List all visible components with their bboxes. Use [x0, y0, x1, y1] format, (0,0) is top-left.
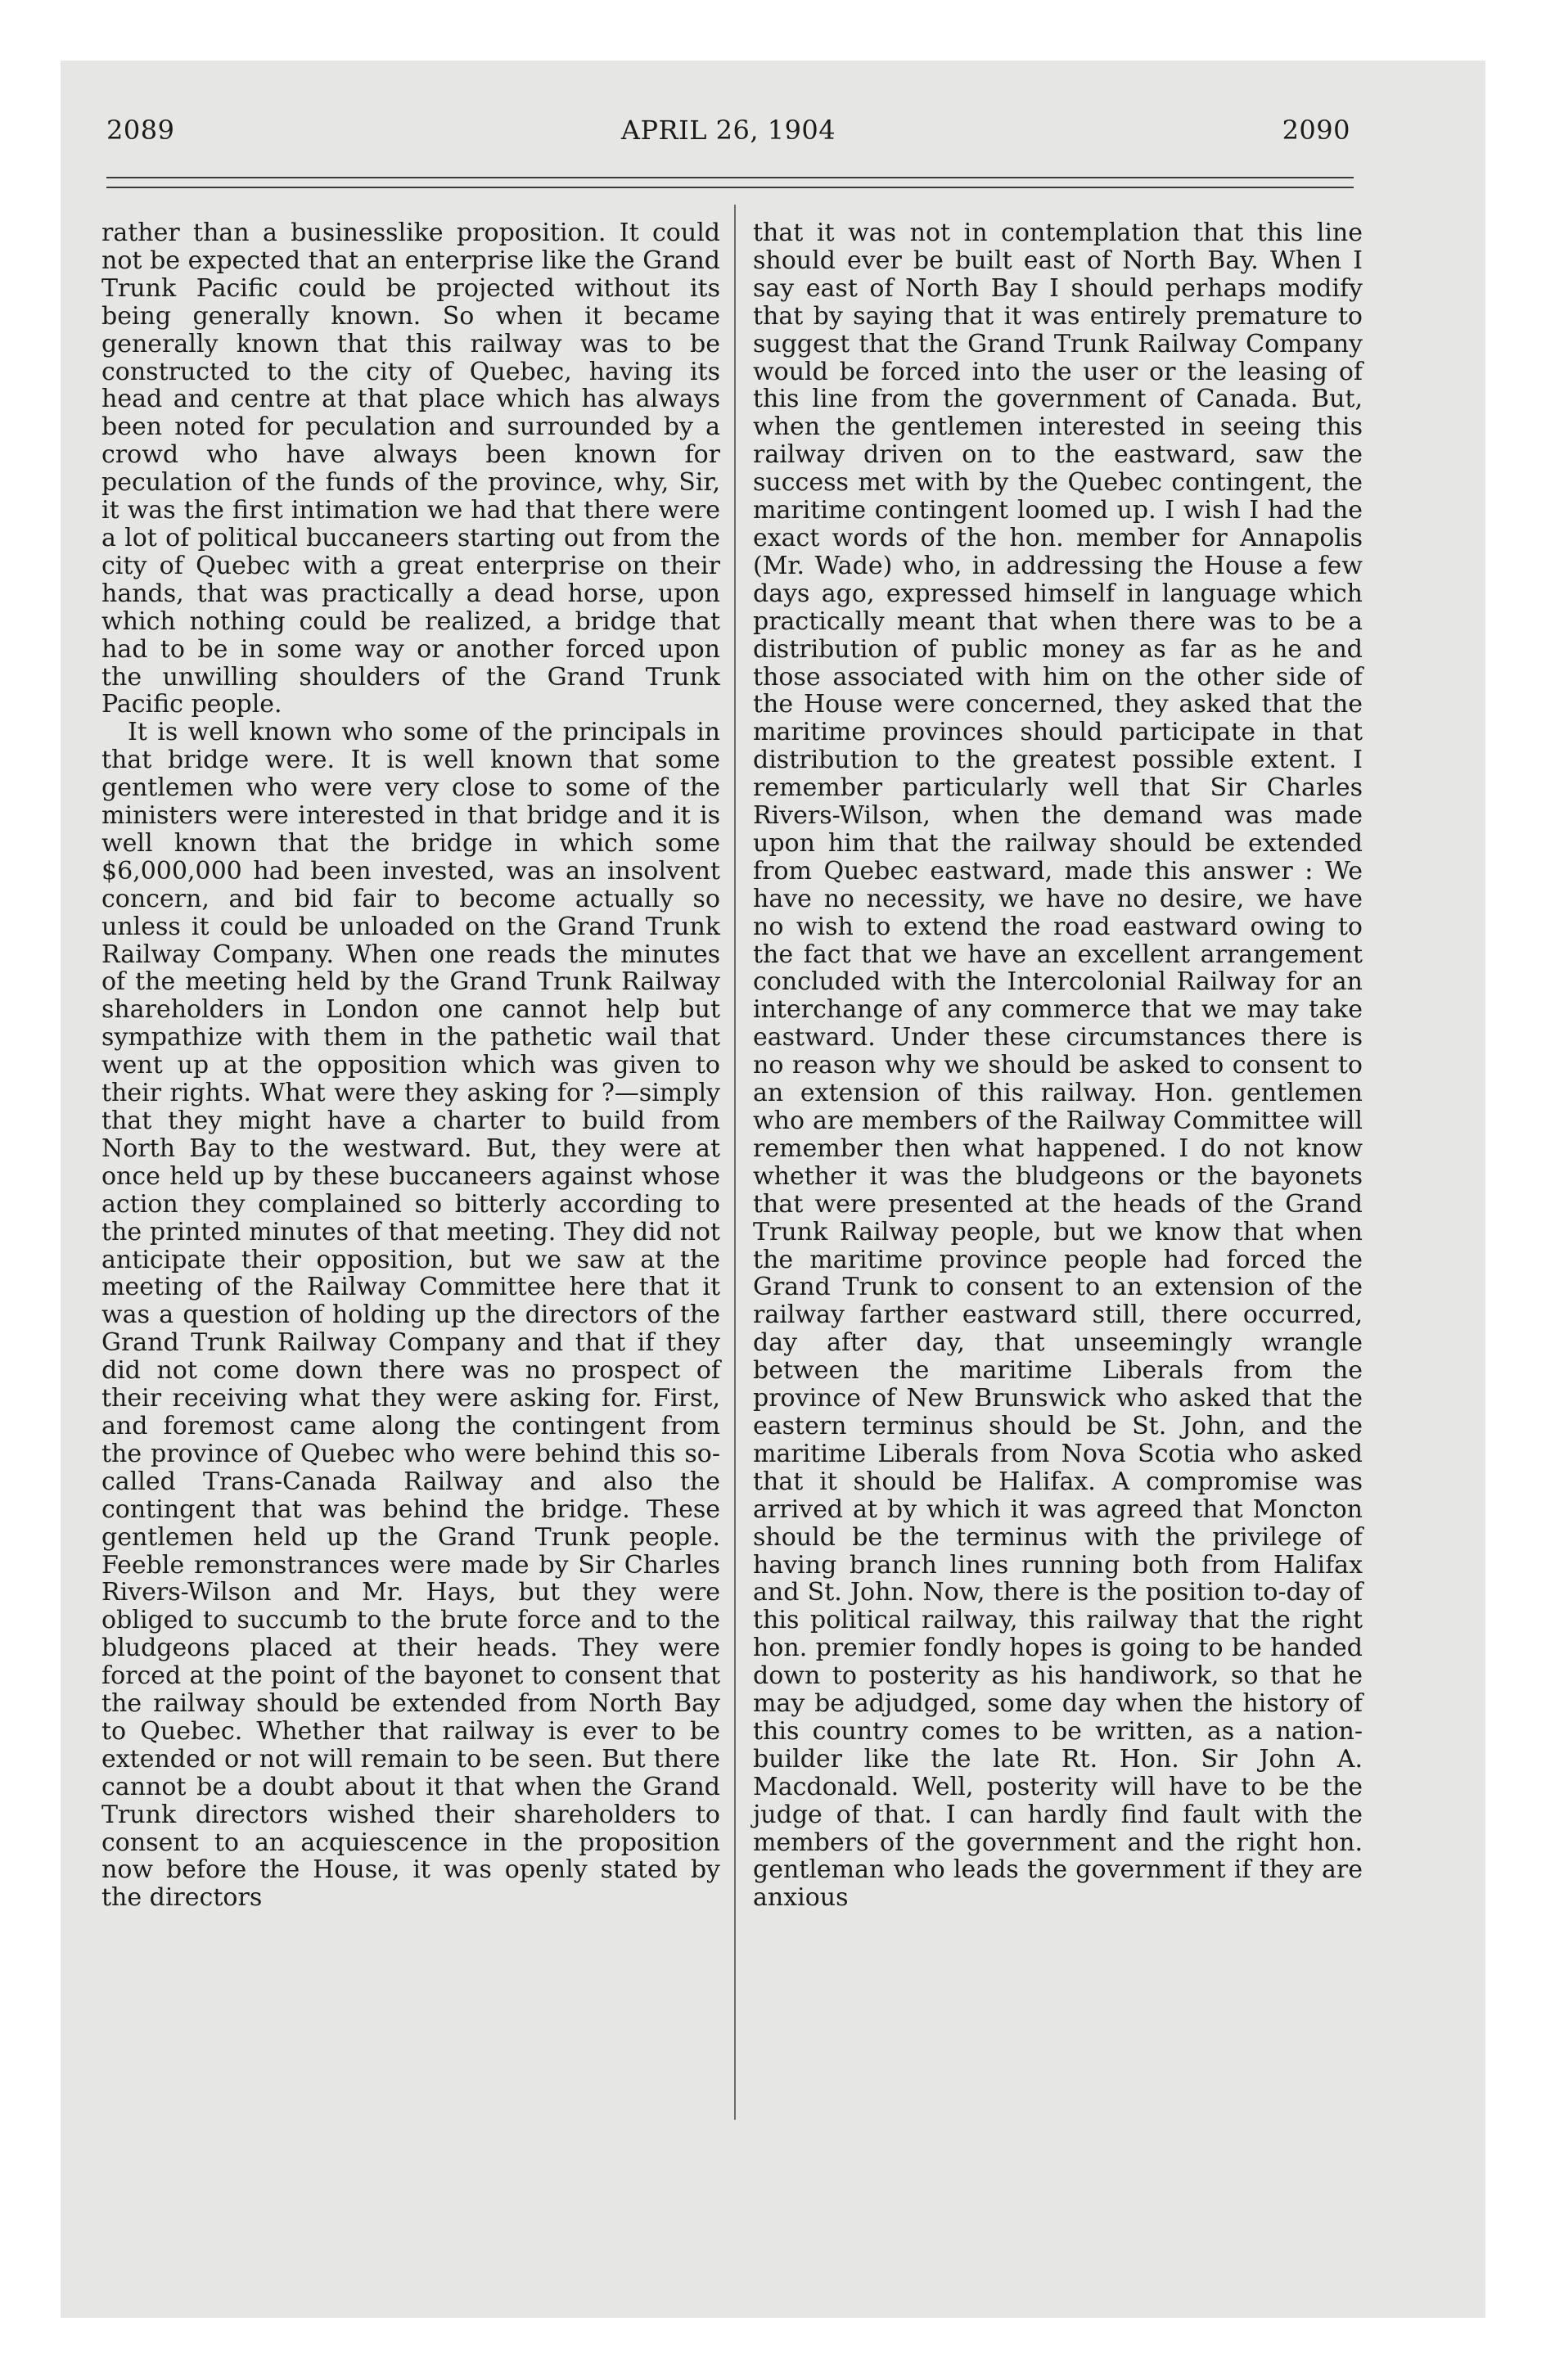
page-date: APRIL 26, 1904 — [620, 115, 836, 146]
right-column — [753, 219, 1363, 1912]
page-header — [106, 115, 1350, 156]
page-number-right: 2090 — [1282, 115, 1350, 146]
column-divider — [734, 205, 736, 2120]
header-double-rule — [106, 177, 1354, 188]
left-paragraph-2: It is well known who some of the principals in that bridge were. It is well known that some gentlemen who were very close to some of the ministers were interested in that bridge and it is well known that the bridge in which some $6,000,000 had been invested, was an insolvent concern, and bid fair to become actually so unless it could be unloaded on the Grand Trunk Railway Company. When one reads the minutes of the meeting held by the Grand Trunk Railway shareholders in London one cannot help but sympathize with them in the pathetic wail that went up at the opposition which was given to their rights. What were they asking for ?—simply that they might have a charter to build from North Bay to the westward. But, they were at once held up by these buccaneers against whose action they complained so bitterly according to the printed minutes of that meeting. They did not anticipate their opposition, but we saw at the meeting of the Railway Committee here that it was a question of holding up the directors of the Grand Trunk Railway Company and that if they did not come down there was no prospect of their receiving what they were asking for. First, and foremost came along the contingent from the province of Quebec who were behind this so-called Trans-Canada Railway and also the contingent that was behind the bridge. These gentlemen held up the Grand Trunk people. Feeble remonstrances were made by Sir Charles Rivers-Wilson and Mr. Hays, but they were obliged to succumb to the brute force and to the bludgeons placed at their heads. They were forced at the point of the bayonet to consent that the railway should be extended from North Bay to Quebec. Whether that railway is ever to be extended or not will remain to be seen. But there cannot be a doubt about it that when the Grand Trunk directors wished their shareholders to consent to an acquiescence in the proposition now before the House, it was openly stated by the directors — [101, 718, 720, 1913]
right-paragraph-1: that it was not in contemplation that this line should ever be built east of North Bay. When I say east of North Bay I should perhaps modify that by saying that it was entirely premature to suggest that the Grand Trunk Railway Company would be forced into the user or the leasing of this line from the government of Canada. But, when the gentlemen interested in seeing this railway driven on to the eastward, saw the success met with by the Quebec contingent, the maritime contingent loomed up. I wish I had the exact words of the hon. member for Annapolis (Mr. Wade) who, in addressing the House a few days ago, expressed himself in language which practically meant that when there was to be a distribution of public money as far as he and those associated with him on the other side of the House were concerned, they asked that the maritime provinces should participate in that distribution to the greatest possible extent. I remember particularly well that Sir Charles Rivers-Wilson, when the demand was made upon him that the railway should be extended from Quebec eastward, made this answer : We have no necessity, we have no desire, we have no wish to extend the road eastward owing to the fact that we have an excellent arrangement concluded with the Intercolonial Railway for an interchange of any commerce that we may take eastward. Under these circumstances there is no reason why we should be asked to consent to an extension of this railway. Hon. gentlemen who are members of the Railway Committee will remember then what happened. I do not know whether it was the bludgeons or the bayonets that were presented at the heads of the Grand Trunk Railway people, but we know that when the maritime province people had forced the Grand Trunk to consent to an extension of the railway farther eastward still, there occurred, day after day, that unseemingly wrangle between the maritime Liberals from the province of New Brunswick who asked that the eastern terminus should be St. John, and the maritime Liberals from Nova Scotia who asked that it should be Halifax. A compromise was arrived at by which it was agreed that Moncton should be the terminus with the privilege of having branch lines running both from Halifax and St. John. Now, there is the position to-day of this political railway, this railway that the right hon. premier fondly hopes is going to be handed down to posterity as his handiwork, so that he may be adjudged, some day when the history of this country comes to be written, as a nation-builder like the late Rt. Hon. Sir John A. Macdonald. Well, posterity will have to be the judge of that. I can hardly find fault with the members of the government and the right hon. gentleman who leads the government if they are anxious — [753, 219, 1363, 1913]
left-column — [101, 219, 720, 1912]
page-number-left: 2089 — [106, 115, 175, 146]
left-paragraph-1: rather than a businesslike proposition. It could not be expected that an enterprise like the Grand Trunk Pacific could be projected without its being generally known. So when it became generally known that this railway was to be constructed to the city of Quebec, having its head and centre at that place which has always been noted for peculation and surrounded by a crowd who have always been known for peculation of the funds of the province, why, Sir, it was the first intimation we had that there were a lot of political buccaneers starting out from the city of Quebec with a great enterprise on their hands, that was practically a dead horse, upon which nothing could be realized, a bridge that had to be in some way or another forced upon the unwilling shoulders of the Grand Trunk Pacific people. — [101, 219, 720, 719]
